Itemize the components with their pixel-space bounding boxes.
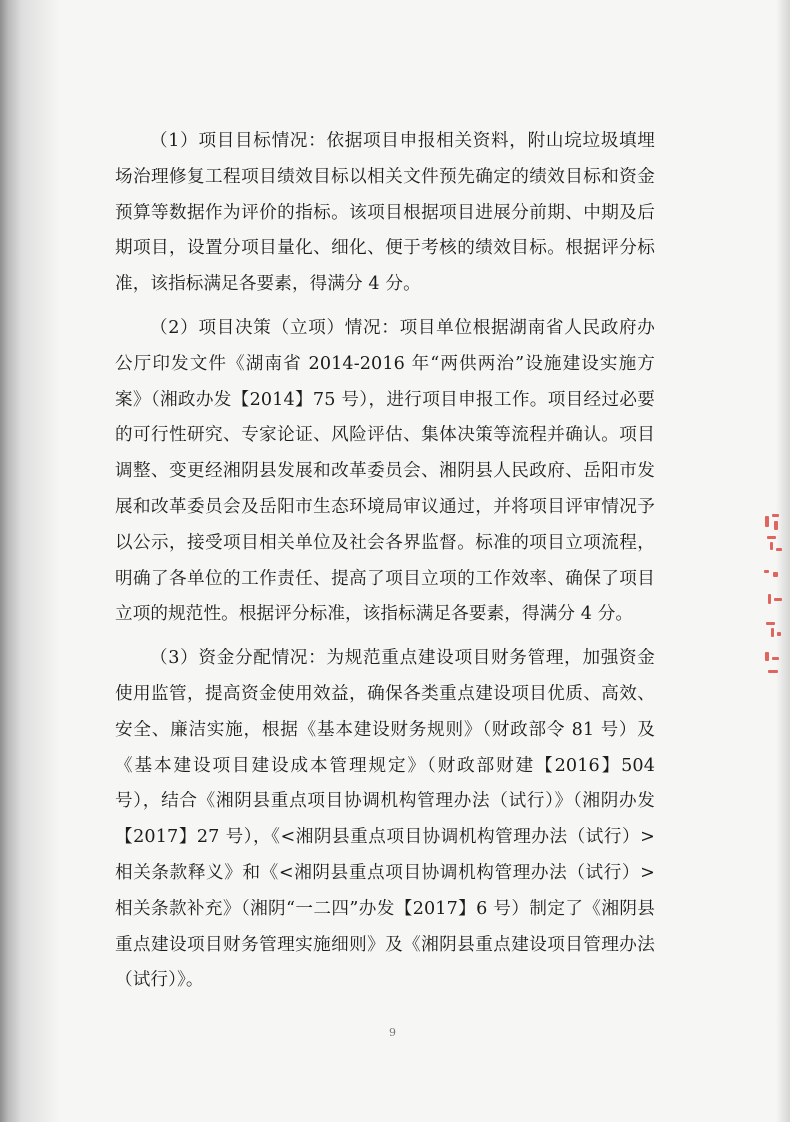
- paragraph-project-goal: （1）项目目标情况：依据项目申报相关资料，附山垸垃圾填埋场治理修复工程项目绩效目标以相关文件预先确定的绩效目标和资金预算等数据作为评价的指标。该项目根据项目进展分前期、中期及后期项目，设置分项目量化、细化、便于考核的绩效目标。根据评分标准，该指标满足各要素，得满分 4 分。: [115, 131, 655, 295]
- paragraph-project-decision: （2）项目决策（立项）情况：项目单位根据湖南省人民政府办公厅印发文件《湖南省 2014-2016 年“两供两治”设施建设实施方案》（湘政办发【2014】75 号），进行项目申报工作。项目经过必要的可行性研究、专家论证、风险评估、集体决策等流程并确认。项目调整、变更经湘阴县发展和改革委员会、湘阴县人民政府、岳阳市发展和改革委员会及岳阳市生态环境局审议通过，并将项目评审情况予以公示，接受项目相关单位及社会各界监督。标准的项目立项流程，明确了各单位的工作责任、提高了项目立项的工作效率、确保了项目立项的规范性。根据评分标准，该指标满足各要素，得满分 4 分。: [115, 317, 655, 625]
- page-number: 9: [389, 1026, 396, 1039]
- seal-stamp-edge: [762, 512, 786, 682]
- scan-shadow-left: [0, 0, 60, 1122]
- document-body: [115, 124, 655, 1007]
- paragraph-fund-allocation: （3）资金分配情况：为规范重点建设项目财务管理，加强资金使用监管，提高资金使用效益，确保各类重点建设项目优质、高效、安全、廉洁实施，根据《基本建设财务规则》（财政部令 81 号）及《基本建设项目建设成本管理规定》（财政部财建【2016】504 号），结合《湘阴县重点项目协调机构管理办法（试行）》（湘阴办发【2017】27 号），《<湘阴县重点项目协调机构管理办法（试行）>相关条款释义》和《<湘阴县重点项目协调机构管理办法（试行）>相关条款补充》（湘阴“一二四”办发【2017】6 号）制定了《湘阴县重点建设项目财务管理实施细则》及《湘阴县重点建设项目管理办法（试行）》。: [115, 648, 655, 991]
